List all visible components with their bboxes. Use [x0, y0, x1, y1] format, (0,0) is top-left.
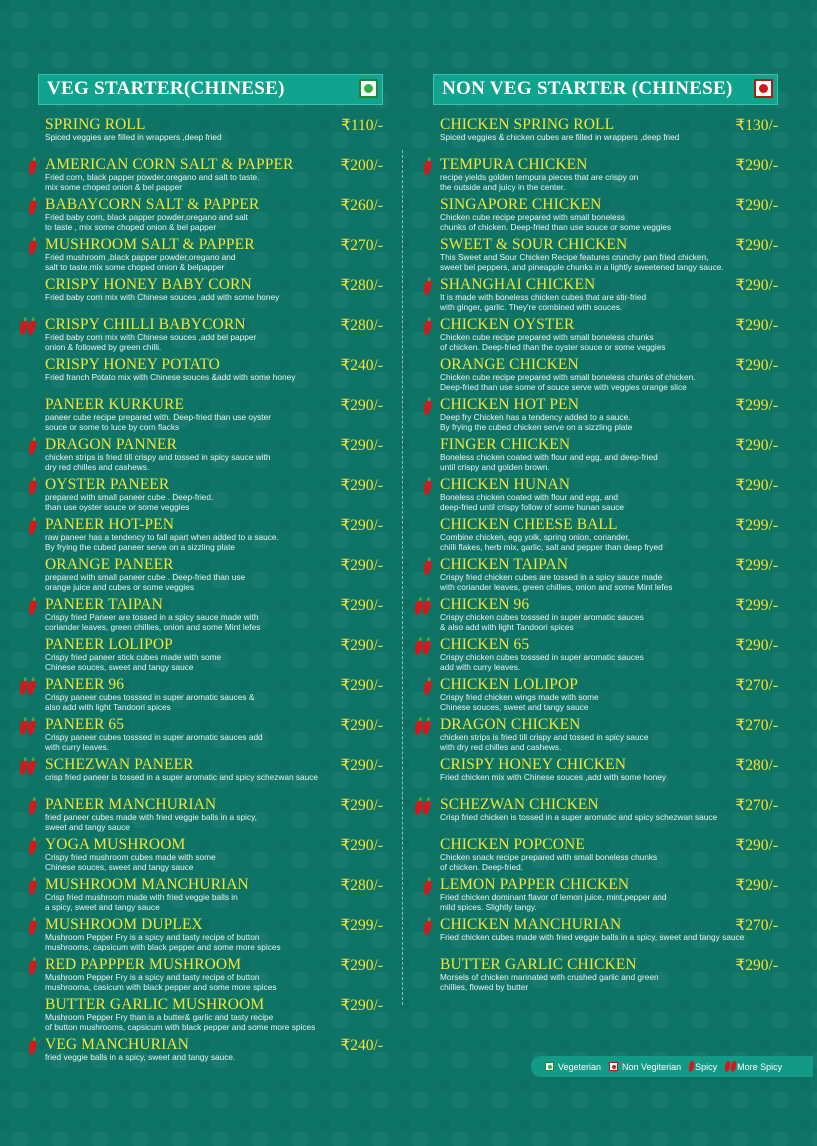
- item-price: ₹290/-: [340, 717, 383, 734]
- chili-icon: [423, 879, 433, 895]
- item-description: Boneless chicken coated with flour and egg, and deep-fried until crispy follow of some hunan sauce: [440, 492, 625, 512]
- item-name: CHICKEN SPRING ROLL: [440, 116, 615, 133]
- item-name: SCHEZWAN CHICKEN: [440, 796, 599, 813]
- item-description: Spiced veggies are filled in wrappers ,deep fried: [45, 132, 222, 142]
- menu-item: [433, 437, 778, 477]
- item-name: CHICKEN HOT PEN: [440, 396, 579, 413]
- item-price: ₹290/-: [735, 157, 778, 174]
- item-name: PANEER MANCHURIAN: [45, 796, 217, 813]
- chili-icon: [423, 919, 433, 935]
- spicy-icon: [29, 240, 37, 255]
- menu-item: [433, 477, 778, 517]
- menu-item: [433, 717, 778, 757]
- item-description: Fried baby corn mix with Chinese souces ,add bel papper onion & followed by green chilli.: [45, 332, 257, 352]
- item-price: ₹270/-: [735, 717, 778, 734]
- item-description: Crispy chicken cubes tosssed in super aromatic sauces & also add with light Tandoori spices: [440, 612, 644, 632]
- chili-icon: [730, 1061, 737, 1073]
- item-price: ₹290/-: [340, 797, 383, 814]
- column-divider: [402, 150, 403, 1005]
- menu-item: [433, 597, 778, 637]
- item-name: PANEER 96: [45, 676, 125, 693]
- item-name: CHICKEN LOLIPOP: [440, 676, 578, 693]
- item-price: ₹290/-: [340, 637, 383, 654]
- item-name: FINGER CHICKEN: [440, 436, 571, 453]
- spicy-icon: [29, 1040, 37, 1055]
- menu-item: [433, 797, 778, 837]
- chili-icon: [422, 799, 432, 815]
- item-description: Mushroom Pepper Fry is a spicy and tasty recipe of button mushrooms, capsicum with black pepper and some more spices: [45, 932, 281, 952]
- item-price: ₹280/-: [340, 877, 383, 894]
- item-price: ₹290/-: [340, 397, 383, 414]
- item-name: CHICKEN TAIPAN: [440, 556, 569, 573]
- menu-item: [38, 277, 383, 317]
- item-price: ₹270/-: [340, 237, 383, 254]
- item-description: recipe yields golden tempura pieces that are crispy on the outside and juicy in the center.: [440, 172, 639, 192]
- menu-item: [38, 1037, 383, 1077]
- spicy-icon: [29, 440, 37, 455]
- item-price: ₹299/-: [735, 557, 778, 574]
- item-price: ₹290/-: [340, 677, 383, 694]
- menu-item: [433, 317, 778, 357]
- item-price: ₹270/-: [735, 917, 778, 934]
- chili-icon: [28, 799, 38, 815]
- chili-icon: [422, 599, 432, 615]
- menu-item: [433, 957, 778, 997]
- item-name: CHICKEN OYSTER: [440, 316, 575, 333]
- item-name: LEMON PAPPER CHICKEN: [440, 876, 630, 893]
- veg-title: VEG STARTER(CHINESE): [47, 78, 285, 99]
- item-price: ₹290/-: [340, 997, 383, 1014]
- item-price: ₹290/-: [340, 477, 383, 494]
- item-name: DRAGON PANNER: [45, 436, 178, 453]
- veg-symbol-icon: [545, 1062, 554, 1071]
- nonveg-column: [433, 74, 778, 997]
- chili-icon: [28, 239, 38, 255]
- menu-item: [38, 437, 383, 477]
- item-name: CHICKEN 96: [440, 596, 530, 613]
- item-price: ₹290/-: [340, 757, 383, 774]
- item-name: PANEER HOT-PEN: [45, 516, 175, 533]
- menu-item: [433, 877, 778, 917]
- menu-item: [38, 837, 383, 877]
- item-name: CRISPY HONEY POTATO: [45, 356, 220, 373]
- nonveg-title: NON VEG STARTER (CHINESE): [442, 78, 733, 99]
- veg-header: [38, 74, 383, 105]
- menu-item: [38, 117, 383, 157]
- legend-spicy-label: Spicy: [695, 1061, 718, 1072]
- chili-icon: [28, 1039, 38, 1055]
- more-spicy-icon: [20, 680, 36, 695]
- chili-icon: [28, 199, 38, 215]
- item-price: ₹290/-: [735, 477, 778, 494]
- item-description: Fried chicken dominant flavor of lemon juice, mint,pepper and mild spices. Slightly tangy.: [440, 892, 667, 912]
- nonveg-symbol-icon: [609, 1062, 618, 1071]
- menu-item: [433, 837, 778, 877]
- item-price: ₹299/-: [735, 397, 778, 414]
- nonveg-header: [433, 74, 778, 105]
- item-name: PANEER LOLIPOP: [45, 636, 173, 653]
- legend-nonveg: [609, 1062, 681, 1072]
- item-price: ₹290/-: [735, 277, 778, 294]
- item-price: ₹299/-: [340, 917, 383, 934]
- spicy-icon: [424, 480, 432, 495]
- item-name: ORANGE CHICKEN: [440, 356, 579, 373]
- spicy-icon: [424, 880, 432, 895]
- chili-icon: [688, 1061, 695, 1073]
- item-description: It is made with boneless chicken cubes that are stir-fried with ginger, garlic. They're combined with souces.: [440, 292, 647, 312]
- chili-icon: [423, 279, 433, 295]
- item-price: ₹110/-: [340, 117, 383, 134]
- menu-item: [433, 397, 778, 437]
- menu-item: [433, 357, 778, 397]
- spicy-icon: [29, 480, 37, 495]
- chili-icon: [423, 159, 433, 175]
- menu-item: [38, 157, 383, 197]
- item-name: VEG MANCHURIAN: [45, 1036, 189, 1053]
- item-description: Fried chicken cubes made with fried veggie balls in a spicy, sweet and tangy sauce: [440, 932, 745, 942]
- item-price: ₹290/-: [735, 437, 778, 454]
- nonveg-symbol-icon: [754, 79, 773, 98]
- item-description: Spiced veggies & chicken cubes are filled in wrappers ,deep fried: [440, 132, 680, 142]
- legend-more-spicy-label: More Spicy: [737, 1061, 783, 1072]
- item-name: CHICKEN CHEESE BALL: [440, 516, 618, 533]
- menu-item: [433, 117, 778, 157]
- item-name: CHICKEN POPCONE: [440, 836, 585, 853]
- item-description: paneer cube recipe prepared with. Deep-fried than use oyster souce or some to luce by corn flacks: [45, 412, 271, 432]
- menu-item: [433, 557, 778, 597]
- item-name: BUTTER GARLIC CHICKEN: [440, 956, 637, 973]
- more-spicy-icon: [415, 800, 431, 815]
- item-description: Crispy paneer cubes tosssed in super aromatic sauces & also add with light Tandoori spices: [45, 692, 255, 712]
- item-description: Crispy fried paneer stick cubes made with some Chinese souces, sweet and tangy sauce: [45, 652, 222, 672]
- spicy-icon: [29, 880, 37, 895]
- more-spicy-icon: [415, 640, 431, 655]
- chili-icon: [422, 639, 432, 655]
- item-name: RED PAPPPER MUSHROOM: [45, 956, 242, 973]
- menu-item: [38, 477, 383, 517]
- spicy-icon: [29, 840, 37, 855]
- item-name: CHICKEN HUNAN: [440, 476, 571, 493]
- item-description: Crisp fried mushroom made with fried veggie balls in a spicy, sweet and tangy sauce: [45, 892, 238, 912]
- chili-icon: [27, 719, 37, 735]
- item-description: fried paneer cubes made with fried veggie balls in a spicy, sweet and tangy sauce: [45, 812, 257, 832]
- item-description: Crisp fried chicken is tossed in a super aromatic and spicy schezwan sauce: [440, 812, 718, 822]
- item-description: Morsels of chicken marinated with crushed garlic and green chillies, flowed by butter: [440, 972, 659, 992]
- menu-item: [433, 677, 778, 717]
- menu-item: [38, 797, 383, 837]
- item-name: DRAGON CHICKEN: [440, 716, 581, 733]
- menu-item: [38, 677, 383, 717]
- item-price: ₹290/-: [735, 957, 778, 974]
- menu-item: [38, 957, 383, 997]
- chili-icon: [423, 319, 433, 335]
- chili-icon: [423, 559, 433, 575]
- menu-item: [38, 517, 383, 557]
- item-description: Fried chicken mix with Chinese souces ,add with some honey: [440, 772, 666, 782]
- item-description: Fried baby corn mix with Chinese souces ,add with some honey: [45, 292, 280, 302]
- nonveg-item-list: [433, 117, 778, 997]
- item-name: MUSHROOM DUPLEX: [45, 916, 203, 933]
- chili-icon: [28, 879, 38, 895]
- item-description: This Sweet and Sour Chicken Recipe features crunchy pan fried chicken, sweet bel peppers, and pineapple chunks in a lightly sweetened tangy sauce.: [440, 252, 724, 272]
- item-price: ₹299/-: [735, 517, 778, 534]
- item-description: raw paneer has a tendency to fall apart when added to a sauce. By frying the cubed paneer serve on a sizzling plate: [45, 532, 279, 552]
- spicy-icon: [29, 600, 37, 615]
- chili-icon: [28, 519, 38, 535]
- item-description: prepared with small paneer cube . Deep-fried. than use oyster souce or some veggies: [45, 492, 214, 512]
- spicy-icon: [424, 160, 432, 175]
- item-description: fried veggie balls in a spicy, sweet and tangy sauce.: [45, 1052, 236, 1062]
- item-price: ₹290/-: [735, 357, 778, 374]
- item-name: SCHEZWAN PANEER: [45, 756, 194, 773]
- item-price: ₹280/-: [340, 317, 383, 334]
- item-description: chicken strips is fried till crispy and tossed in spicy sauce with dry red chilles and cashews.: [45, 452, 271, 472]
- item-price: ₹280/-: [340, 277, 383, 294]
- item-name: SPRING ROLL: [45, 116, 146, 133]
- item-name: SHANGHAI CHICKEN: [440, 276, 596, 293]
- item-description: Chicken cube recipe prepared with small boneless chunks of chicken. Deep-fried than use souce or some veggies: [440, 212, 672, 232]
- chili-icon: [423, 479, 433, 495]
- item-description: Crispy paneer cubes tosssed in super aromatic sauces add with curry leaves.: [45, 732, 263, 752]
- item-name: YOGA MUSHROOM: [45, 836, 186, 853]
- item-description: prepared with small paneer cube . Deep-fried than use orange juice and cubes or some veggies: [45, 572, 246, 592]
- menu-item: [433, 277, 778, 317]
- legend-veg-label: Vegeterian: [558, 1061, 602, 1072]
- chili-icon: [28, 959, 38, 975]
- item-price: ₹290/-: [340, 437, 383, 454]
- item-description: Crispy fried mushroom cubes made with some Chinese souces, sweet and tangy sauce: [45, 852, 216, 872]
- spicy-icon: [29, 160, 37, 175]
- item-price: ₹299/-: [735, 597, 778, 614]
- item-price: ₹290/-: [340, 837, 383, 854]
- item-price: ₹240/-: [340, 1037, 383, 1054]
- chili-icon: [423, 679, 433, 695]
- item-price: ₹130/-: [735, 117, 778, 134]
- legend-spicy: [689, 1061, 717, 1072]
- item-price: ₹290/-: [340, 557, 383, 574]
- menu-item: [433, 757, 778, 797]
- chili-icon: [27, 759, 37, 775]
- menu-item: [38, 597, 383, 637]
- spicy-icon: [29, 520, 37, 535]
- item-price: ₹290/-: [340, 957, 383, 974]
- item-price: ₹290/-: [340, 517, 383, 534]
- veg-symbol-icon: [359, 79, 378, 98]
- item-name: CHICKEN MANCHURIAN: [440, 916, 622, 933]
- item-name: PANEER KURKURE: [45, 396, 185, 413]
- more-spicy-icon: [415, 720, 431, 735]
- menu-item: [38, 637, 383, 677]
- item-description: Boneless chicken coated with flour and egg, and deep-fried until crispy and golden brown.: [440, 452, 658, 472]
- item-description: Fried baby corn, black papper powder,oregano and salt to taste , mix some choped onion & bel papper: [45, 212, 248, 232]
- chili-icon: [27, 679, 37, 695]
- item-price: ₹280/-: [735, 757, 778, 774]
- item-description: Deep fry Chicken has a tendency added to a sauce. By frying the cubed chicken serve on a sizzling plate: [440, 412, 633, 432]
- item-description: Crispy fried Paneer are tossed in a spicy sauce made with coriander leaves, green chillies, onion and some Mint lefes: [45, 612, 261, 632]
- item-description: Chicken cube recipe prepared with small boneless chunks of chicken. Deep-fried than the oyster souce or some veggies: [440, 332, 666, 352]
- menu-item: [38, 237, 383, 277]
- item-price: ₹290/-: [735, 877, 778, 894]
- item-name: PANEER 65: [45, 716, 125, 733]
- item-name: CRISPY HONEY CHICKEN: [440, 756, 627, 773]
- item-description: Mushroom Pepper Fry than is a butter& garlic and tasty recipe of button mushrooms, capsicum with black pepper and some more spices: [45, 1012, 316, 1032]
- menu-item: [433, 637, 778, 677]
- item-price: ₹290/-: [735, 197, 778, 214]
- item-name: PANEER TAIPAN: [45, 596, 163, 613]
- menu-item: [38, 197, 383, 237]
- item-name: CRISPY CHILLI BABYCORN: [45, 316, 246, 333]
- item-price: ₹200/-: [340, 157, 383, 174]
- chili-icon: [28, 479, 38, 495]
- menu-item: [38, 317, 383, 357]
- menu-item: [433, 197, 778, 237]
- item-name: CHICKEN 65: [440, 636, 530, 653]
- item-name: BUTTER GARLIC MUSHROOM: [45, 996, 265, 1013]
- item-name: MUSHROOM SALT & PAPPER: [45, 236, 255, 253]
- item-description: Fried corn, black papper powder,oregano and salt to taste. mix some choped onion & bel papper: [45, 172, 260, 192]
- chili-icon: [28, 159, 38, 175]
- menu-item: [38, 877, 383, 917]
- item-description: Crispy fried chicken wings made with some Chinese souces, sweet and tangy sauce: [440, 692, 599, 712]
- item-description: Mushroom Pepper Fry is a spicy and tasty recipe of button mushrooma, casicum with black pepper and some more spices: [45, 972, 277, 992]
- spicy-icon: [29, 920, 37, 935]
- chili-icon: [28, 439, 38, 455]
- item-name: AMERICAN CORN SALT & PAPPER: [45, 156, 294, 173]
- item-name: ORANGE PANEER: [45, 556, 174, 573]
- more-spicy-icon: [415, 600, 431, 615]
- item-description: chicken strips is fried till crispy and tossed in spicy sauce with dry red chilles and cashews.: [440, 732, 649, 752]
- item-description: Fried franch Potato mix with Chinese souces &add with some honey: [45, 372, 296, 382]
- legend: [531, 1056, 813, 1077]
- menu-item: [38, 757, 383, 797]
- item-price: ₹240/-: [340, 357, 383, 374]
- item-description: Fried mushroom ,black papper powder,oregano and salt to taste.mix some choped onion & belpapper: [45, 252, 236, 272]
- item-price: ₹270/-: [735, 797, 778, 814]
- spicy-icon: [424, 400, 432, 415]
- spicy-icon: [29, 960, 37, 975]
- chili-icon: [28, 599, 38, 615]
- menu-item: [433, 517, 778, 557]
- spicy-icon: [424, 920, 432, 935]
- chili-icon: [28, 839, 38, 855]
- more-spicy-icon: [20, 320, 36, 335]
- item-price: ₹290/-: [340, 597, 383, 614]
- item-price: ₹270/-: [735, 677, 778, 694]
- item-description: Crispy fried chicken cubes are tossed in a spicy sauce made with coriander leaves, green chillies, onion and some Mint lefes: [440, 572, 673, 592]
- chili-icon: [422, 719, 432, 735]
- veg-item-list: [38, 117, 383, 1077]
- item-name: CRISPY HONEY BABY CORN: [45, 276, 252, 293]
- item-name: SWEET & SOUR CHICKEN: [440, 236, 628, 253]
- item-name: TEMPURA CHICKEN: [440, 156, 588, 173]
- item-price: ₹260/-: [340, 197, 383, 214]
- chili-icon: [28, 919, 38, 935]
- legend-more-spicy: [725, 1061, 782, 1072]
- spicy-icon: [424, 680, 432, 695]
- item-description: Crispy chicken cubes tosssed in super aromatic sauces add with curry leaves.: [440, 652, 644, 672]
- item-price: ₹290/-: [735, 237, 778, 254]
- spicy-icon: [29, 200, 37, 215]
- item-price: ₹290/-: [735, 637, 778, 654]
- legend-nonveg-label: Non Vegiterian: [622, 1061, 682, 1072]
- more-spicy-icon: [20, 720, 36, 735]
- item-name: SINGAPORE CHICKEN: [440, 196, 602, 213]
- item-name: OYSTER PANEER: [45, 476, 170, 493]
- item-name: MUSHROOM MANCHURIAN: [45, 876, 249, 893]
- chili-icon: [423, 399, 433, 415]
- menu-item: [433, 917, 778, 957]
- menu-item: [433, 157, 778, 197]
- item-name: BABAYCORN SALT & PAPPER: [45, 196, 260, 213]
- legend-veg: [545, 1062, 601, 1072]
- veg-column: [38, 74, 383, 1077]
- menu-item: [433, 237, 778, 277]
- spicy-icon: [424, 280, 432, 295]
- item-price: ₹290/-: [735, 837, 778, 854]
- menu-item: [38, 917, 383, 957]
- item-description: Chicken cube recipe prepared with small boneless chunks of chicken. Deep-fried than use some of souce serve with veggies orange slice: [440, 372, 696, 392]
- chili-icon: [27, 319, 37, 335]
- menu-item: [38, 997, 383, 1037]
- menu-item: [38, 717, 383, 757]
- spicy-icon: [424, 560, 432, 575]
- item-description: Chicken snack recipe prepared with small boneless chunks of chicken. Deep-fried.: [440, 852, 658, 872]
- menu-item: [38, 357, 383, 397]
- item-price: ₹290/-: [735, 317, 778, 334]
- menu-item: [38, 557, 383, 597]
- item-description: crisp fried paneer is tossed in a super aromatic and spicy schezwan sauce: [45, 772, 319, 782]
- spicy-icon: [424, 320, 432, 335]
- spicy-icon: [29, 800, 37, 815]
- menu-item: [38, 397, 383, 437]
- item-description: Combine chicken, egg yolk, spring onion, coriander, chilli flakes, herb mix, garlic, salt and pepper than deep fryed: [440, 532, 663, 552]
- more-spicy-icon: [20, 760, 36, 775]
